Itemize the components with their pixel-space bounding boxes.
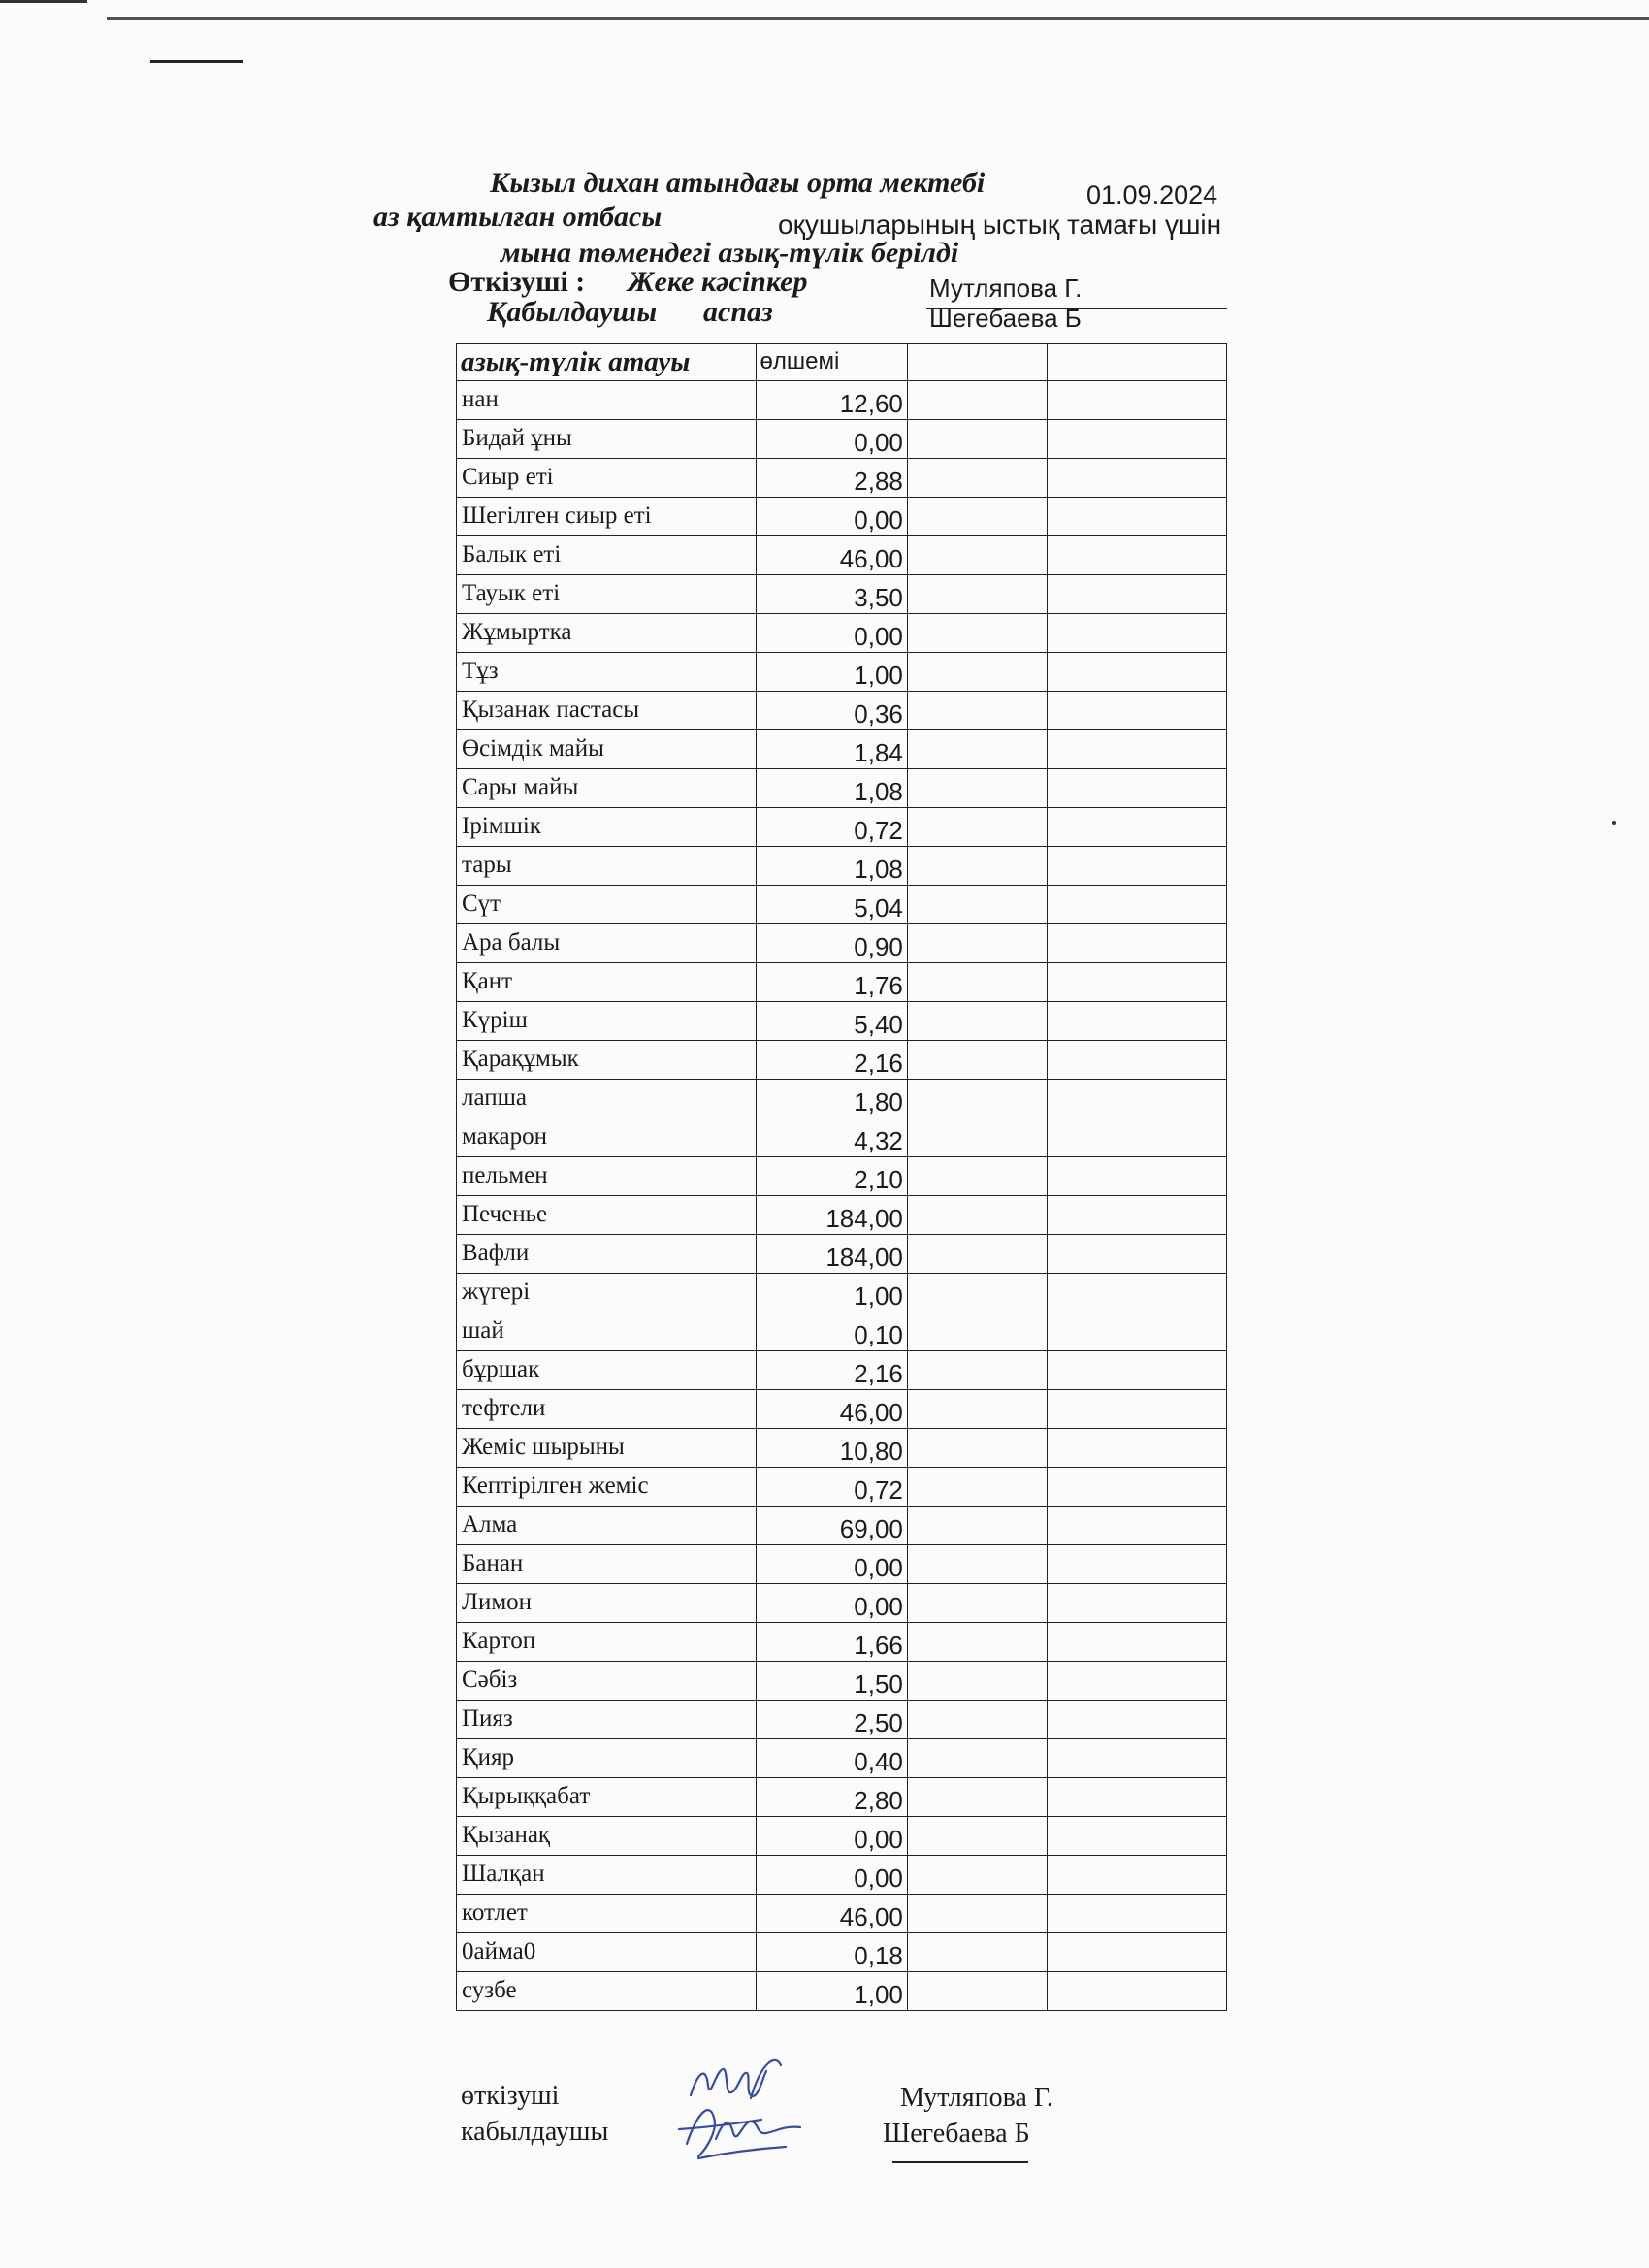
empty-cell xyxy=(1047,574,1226,613)
footer-receiver-name: Шегебаева Б xyxy=(883,2119,1030,2149)
column-header-empty xyxy=(907,344,1047,381)
product-quantity: 0,72 xyxy=(756,807,907,846)
empty-cell xyxy=(1047,807,1226,846)
table-row xyxy=(457,885,1227,923)
empty-cell xyxy=(1047,419,1226,458)
table-row xyxy=(457,1700,1227,1738)
giver-role: Жеке кәсіпкер xyxy=(628,266,808,298)
empty-cell xyxy=(907,1971,1047,2010)
product-name: Шалқан xyxy=(457,1855,757,1894)
table-row xyxy=(457,1661,1227,1700)
product-name: Жеміс шырыны xyxy=(457,1428,757,1467)
empty-cell xyxy=(1047,535,1226,574)
product-name: жүгері xyxy=(457,1273,757,1312)
empty-cell xyxy=(1047,729,1226,768)
product-name: тефтели xyxy=(457,1389,757,1428)
empty-cell xyxy=(1047,885,1226,923)
table-row xyxy=(457,1001,1227,1040)
footer-giver-name: Мутляпова Г. xyxy=(900,2083,1053,2113)
product-quantity: 3,50 xyxy=(756,574,907,613)
column-header-unit: өлшемі xyxy=(756,344,907,381)
product-quantity: 184,00 xyxy=(756,1195,907,1234)
table-row xyxy=(457,1467,1227,1506)
empty-cell xyxy=(1047,923,1226,962)
table-row xyxy=(457,962,1227,1001)
empty-cell xyxy=(907,1777,1047,1816)
product-name: сузбе xyxy=(457,1971,757,2010)
empty-cell xyxy=(1047,768,1226,807)
product-name: Банан xyxy=(457,1544,757,1583)
product-name: Ара балы xyxy=(457,923,757,962)
empty-cell xyxy=(907,574,1047,613)
table-row xyxy=(457,1118,1227,1156)
empty-cell xyxy=(1047,1156,1226,1195)
empty-cell xyxy=(907,1544,1047,1583)
product-name: Күріш xyxy=(457,1001,757,1040)
header-line2-left: аз қамтылған отбасы xyxy=(373,201,663,233)
product-quantity: 1,80 xyxy=(756,1079,907,1118)
product-quantity: 0,00 xyxy=(756,1544,907,1583)
empty-cell xyxy=(907,1273,1047,1312)
product-name: тары xyxy=(457,846,757,885)
empty-cell xyxy=(1047,1894,1226,1932)
header-line2-right: оқушыларының ыстық тамағы үшін xyxy=(778,210,1222,240)
table-row xyxy=(457,1583,1227,1622)
empty-cell xyxy=(907,885,1047,923)
product-quantity: 2,16 xyxy=(756,1350,907,1389)
product-quantity: 184,00 xyxy=(756,1234,907,1273)
empty-cell xyxy=(907,1506,1047,1544)
product-name: Пияз xyxy=(457,1700,757,1738)
product-quantity: 0,00 xyxy=(756,497,907,535)
product-name: Вафли xyxy=(457,1234,757,1273)
product-quantity: 0,00 xyxy=(756,1816,907,1855)
empty-cell xyxy=(1047,1350,1226,1389)
table-row xyxy=(457,1622,1227,1661)
product-quantity: 10,80 xyxy=(756,1428,907,1467)
product-quantity: 1,08 xyxy=(756,768,907,807)
empty-cell xyxy=(1047,1273,1226,1312)
table-row xyxy=(457,1777,1227,1816)
product-quantity: 2,50 xyxy=(756,1700,907,1738)
table-row xyxy=(457,1971,1227,2010)
table-row xyxy=(457,1079,1227,1118)
empty-cell xyxy=(1047,1428,1226,1467)
empty-cell xyxy=(907,1234,1047,1273)
table-row xyxy=(457,419,1227,458)
product-name: Шегілген сиыр еті xyxy=(457,497,757,535)
empty-cell xyxy=(1047,691,1226,729)
product-name: пельмен xyxy=(457,1156,757,1195)
product-quantity: 0,00 xyxy=(756,1583,907,1622)
product-quantity: 1,50 xyxy=(756,1661,907,1700)
empty-cell xyxy=(907,1118,1047,1156)
empty-cell xyxy=(1047,652,1226,691)
table-row xyxy=(457,380,1227,419)
empty-cell xyxy=(907,1855,1047,1894)
name-underline xyxy=(892,2161,1028,2163)
empty-cell xyxy=(907,807,1047,846)
empty-cell xyxy=(907,1312,1047,1350)
table-row xyxy=(457,1273,1227,1312)
product-quantity: 1,66 xyxy=(756,1622,907,1661)
product-quantity: 2,10 xyxy=(756,1156,907,1195)
product-name: лапша xyxy=(457,1079,757,1118)
document-date: 01.09.2024 xyxy=(1086,180,1218,210)
table-row xyxy=(457,768,1227,807)
empty-cell xyxy=(907,1079,1047,1118)
product-name: макарон xyxy=(457,1118,757,1156)
empty-cell xyxy=(1047,1932,1226,1971)
empty-cell xyxy=(1047,1001,1226,1040)
empty-cell xyxy=(907,652,1047,691)
table-row xyxy=(457,1816,1227,1855)
empty-cell xyxy=(1047,1583,1226,1622)
empty-cell xyxy=(1047,846,1226,885)
table-row xyxy=(457,458,1227,497)
product-name: Кептірілген жеміс xyxy=(457,1467,757,1506)
product-name: Қияр xyxy=(457,1738,757,1777)
empty-cell xyxy=(1047,1971,1226,2010)
product-name: бұршак xyxy=(457,1350,757,1389)
product-quantity: 0,00 xyxy=(756,1855,907,1894)
scan-speck xyxy=(1612,821,1616,825)
table-row xyxy=(457,1040,1227,1079)
table-row xyxy=(457,1428,1227,1467)
product-name: Бидай ұны xyxy=(457,419,757,458)
product-name: Қант xyxy=(457,962,757,1001)
empty-cell xyxy=(1047,380,1226,419)
empty-cell xyxy=(907,846,1047,885)
product-name: нан xyxy=(457,380,757,419)
product-name: Өсімдік майы xyxy=(457,729,757,768)
empty-cell xyxy=(1047,1195,1226,1234)
table-row xyxy=(457,497,1227,535)
empty-cell xyxy=(907,1583,1047,1622)
product-quantity: 1,84 xyxy=(756,729,907,768)
table-row xyxy=(457,1156,1227,1195)
product-name: Лимон xyxy=(457,1583,757,1622)
empty-cell xyxy=(1047,1234,1226,1273)
empty-cell xyxy=(1047,1118,1226,1156)
product-quantity: 5,40 xyxy=(756,1001,907,1040)
table-row xyxy=(457,1312,1227,1350)
scan-edge-line xyxy=(107,17,1649,20)
product-name: Қырыққабат xyxy=(457,1777,757,1816)
empty-cell xyxy=(907,1467,1047,1506)
empty-cell xyxy=(907,613,1047,652)
table-row xyxy=(457,535,1227,574)
product-quantity: 69,00 xyxy=(756,1506,907,1544)
empty-cell xyxy=(907,1622,1047,1661)
empty-cell xyxy=(907,1661,1047,1700)
table-row xyxy=(457,1506,1227,1544)
column-header-empty xyxy=(1047,344,1226,381)
product-name: Тұз xyxy=(457,652,757,691)
table-row xyxy=(457,1855,1227,1894)
product-quantity: 12,60 xyxy=(756,380,907,419)
empty-cell xyxy=(907,729,1047,768)
table-row xyxy=(457,923,1227,962)
table-row xyxy=(457,1894,1227,1932)
empty-cell xyxy=(1047,1661,1226,1700)
table-row xyxy=(457,1350,1227,1389)
empty-cell xyxy=(1047,1777,1226,1816)
empty-cell xyxy=(1047,1389,1226,1428)
empty-cell xyxy=(907,535,1047,574)
scan-mark xyxy=(150,60,242,63)
product-name: Жұмыртка xyxy=(457,613,757,652)
product-name: Балык еті xyxy=(457,535,757,574)
empty-cell xyxy=(1047,1040,1226,1079)
empty-cell xyxy=(1047,1700,1226,1738)
giver-name: Мутляпова Г. xyxy=(929,274,1083,303)
empty-cell xyxy=(1047,1079,1226,1118)
empty-cell xyxy=(907,1894,1047,1932)
table-header-row xyxy=(457,344,1227,381)
product-name: Сиыр еті xyxy=(457,458,757,497)
empty-cell xyxy=(907,1428,1047,1467)
empty-cell xyxy=(907,1195,1047,1234)
empty-cell xyxy=(1047,458,1226,497)
product-name: 0айма0 xyxy=(457,1932,757,1971)
product-quantity: 0,00 xyxy=(756,613,907,652)
product-name: Тауык еті xyxy=(457,574,757,613)
empty-cell xyxy=(1047,1312,1226,1350)
product-name: котлет xyxy=(457,1894,757,1932)
product-name: Сары майы xyxy=(457,768,757,807)
product-quantity: 0,90 xyxy=(756,923,907,962)
product-quantity: 2,88 xyxy=(756,458,907,497)
product-name: Картоп xyxy=(457,1622,757,1661)
table-row xyxy=(457,1932,1227,1971)
product-quantity: 4,32 xyxy=(756,1118,907,1156)
empty-cell xyxy=(1047,497,1226,535)
empty-cell xyxy=(907,962,1047,1001)
empty-cell xyxy=(907,497,1047,535)
product-quantity: 46,00 xyxy=(756,1894,907,1932)
empty-cell xyxy=(907,1156,1047,1195)
product-quantity: 0,00 xyxy=(756,419,907,458)
product-name: Қызанақ xyxy=(457,1816,757,1855)
product-quantity: 1,00 xyxy=(756,652,907,691)
giver-label: Өткізуші : xyxy=(448,266,586,298)
empty-cell xyxy=(1047,1738,1226,1777)
empty-cell xyxy=(907,1040,1047,1079)
product-name: Ірімшік xyxy=(457,807,757,846)
empty-cell xyxy=(907,1001,1047,1040)
empty-cell xyxy=(907,1350,1047,1389)
empty-cell xyxy=(1047,1506,1226,1544)
footer-receiver-label: кабылдаушы xyxy=(461,2117,609,2147)
table-row xyxy=(457,1195,1227,1234)
table-row xyxy=(457,807,1227,846)
product-name: Печенье xyxy=(457,1195,757,1234)
table-row xyxy=(457,846,1227,885)
product-quantity: 46,00 xyxy=(756,1389,907,1428)
scan-edge-line xyxy=(0,0,87,3)
product-quantity: 0,72 xyxy=(756,1467,907,1506)
empty-cell xyxy=(1047,1855,1226,1894)
receiver-label: Қабылдаушы xyxy=(487,296,658,328)
empty-cell xyxy=(1047,962,1226,1001)
receiver-name: Шегебаева Б xyxy=(929,304,1082,333)
empty-cell xyxy=(907,768,1047,807)
empty-cell xyxy=(1047,1467,1226,1506)
product-quantity: 0,36 xyxy=(756,691,907,729)
products-table xyxy=(456,343,1227,2011)
empty-cell xyxy=(907,1700,1047,1738)
table-row xyxy=(457,691,1227,729)
product-quantity: 1,00 xyxy=(756,1273,907,1312)
empty-cell xyxy=(907,419,1047,458)
empty-cell xyxy=(907,458,1047,497)
empty-cell xyxy=(907,380,1047,419)
product-quantity: 0,10 xyxy=(756,1312,907,1350)
table-row xyxy=(457,574,1227,613)
table-row xyxy=(457,652,1227,691)
header-line3: мына төмендегі азық-түлік берілді xyxy=(501,237,959,269)
product-name: Алма xyxy=(457,1506,757,1544)
table-row xyxy=(457,729,1227,768)
empty-cell xyxy=(1047,613,1226,652)
product-name: Қызанак пастасы xyxy=(457,691,757,729)
product-name: Сүт xyxy=(457,885,757,923)
product-quantity: 46,00 xyxy=(756,535,907,574)
table-row xyxy=(457,1234,1227,1273)
empty-cell xyxy=(907,1816,1047,1855)
product-name: шай xyxy=(457,1312,757,1350)
empty-cell xyxy=(907,1389,1047,1428)
school-name: Кызыл дихан атындағы орта мектебі xyxy=(490,167,986,199)
receiver-role: аспаз xyxy=(703,296,773,328)
column-header-name: азық-түлік атауы xyxy=(457,344,757,381)
empty-cell xyxy=(1047,1544,1226,1583)
table-row xyxy=(457,613,1227,652)
empty-cell xyxy=(907,1738,1047,1777)
empty-cell xyxy=(907,691,1047,729)
empty-cell xyxy=(1047,1622,1226,1661)
product-name: Қарақұмык xyxy=(457,1040,757,1079)
table-row xyxy=(457,1389,1227,1428)
product-quantity: 1,08 xyxy=(756,846,907,885)
empty-cell xyxy=(907,923,1047,962)
product-quantity: 2,80 xyxy=(756,1777,907,1816)
product-quantity: 0,40 xyxy=(756,1738,907,1777)
product-quantity: 1,76 xyxy=(756,962,907,1001)
table-row xyxy=(457,1738,1227,1777)
product-quantity: 0,18 xyxy=(756,1932,907,1971)
footer-giver-label: өткізуші xyxy=(461,2081,560,2111)
product-name: Сәбіз xyxy=(457,1661,757,1700)
table-row xyxy=(457,1544,1227,1583)
product-quantity: 2,16 xyxy=(756,1040,907,1079)
empty-cell xyxy=(907,1932,1047,1971)
handwritten-signatures xyxy=(669,2052,834,2173)
product-quantity: 5,04 xyxy=(756,885,907,923)
product-quantity: 1,00 xyxy=(756,1971,907,2010)
empty-cell xyxy=(1047,1816,1226,1855)
